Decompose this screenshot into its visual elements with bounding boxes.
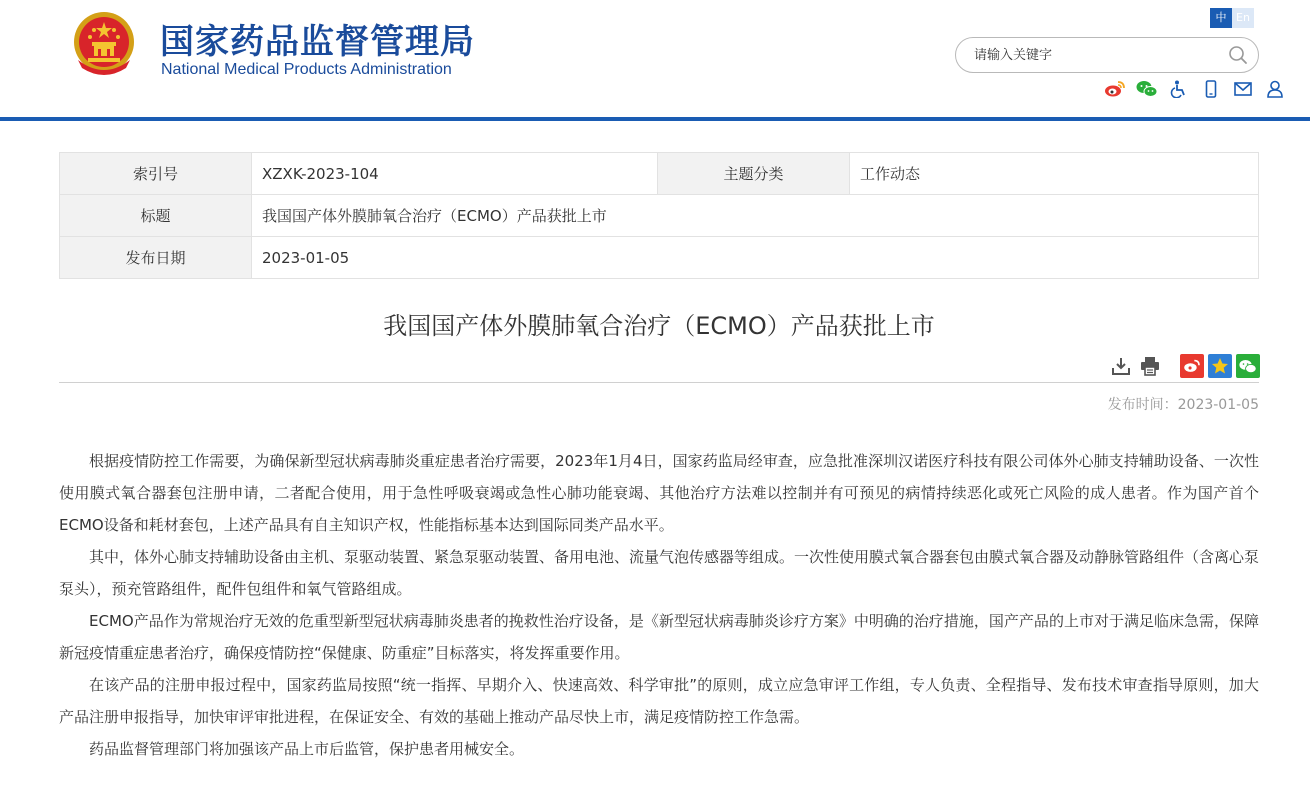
category-value: 工作动态 — [850, 153, 1259, 195]
share-weibo-icon[interactable] — [1180, 354, 1204, 378]
article-paragraph: 在该产品的注册申报过程中，国家药监局按照“统一指挥、早期介入、快速高效、科学审批”的原则，成立应急审评工作组，专人负责、全程指导、发布技术审查指导原则，加大产品注册申报指导，加快审评审批进程，在保证安全、有效的基础上推动产品尽快上市，满足疫情防控工作急需。 — [59, 676, 1259, 726]
article-body — [59, 445, 1259, 765]
language-switch — [1210, 8, 1254, 28]
title-divider — [59, 382, 1259, 383]
share-wechat-icon[interactable] — [1236, 354, 1260, 378]
search-input[interactable] — [974, 45, 1214, 65]
search-box — [955, 37, 1259, 73]
metadata-table — [59, 152, 1259, 279]
download-icon[interactable] — [1110, 355, 1132, 377]
article-title: 我国国产体外膜肺氧合治疗（ECMO）产品获批上市 — [383, 312, 935, 340]
print-icon[interactable] — [1139, 355, 1161, 377]
table-row — [60, 195, 1259, 237]
publish-time-label: 发布时间： — [1107, 397, 1178, 413]
article-paragraph: ECMO产品作为常规治疗无效的危重型新型冠状病毒肺炎患者的挽救性治疗设备，是《新型冠状病毒肺炎诊疗方案》中明确的治疗措施，国产产品的上市对于满足临床急需，保障新冠疫情重症患者治疗，确保疫情防控“保健康、防重症”目标落实，将发挥重要作用。 — [59, 612, 1259, 662]
wechat-icon[interactable] — [1135, 79, 1159, 99]
article-paragraph: 根据疫情防控工作需要，为确保新型冠状病毒肺炎重症患者治疗需要，2023年1月4日，国家药监局经审查，应急批准深圳汉诺医疗科技有限公司体外心肺支持辅助设备、一次性使用膜式氧合器套包注册申请，二者配合使用，用于急性呼吸衰竭或急性心肺功能衰竭、其他治疗方法难以控制并有可预见的病情持续恶化或死亡风险的成人患者。作为国产首个ECMO设备和耗材套包，上述产品具有自主知识产权，性能指标基本达到国际同类产品水平。 — [59, 452, 1259, 534]
lang-en-button[interactable]: En — [1232, 8, 1254, 28]
header-divider — [0, 117, 1310, 121]
title-label: 标题 — [60, 195, 252, 237]
user-icon[interactable] — [1263, 79, 1287, 99]
national-emblem-logo[interactable] — [68, 8, 140, 80]
share-favorite-icon[interactable] — [1208, 354, 1232, 378]
social-links — [1103, 79, 1295, 99]
weibo-icon[interactable] — [1103, 79, 1127, 99]
table-row — [60, 153, 1259, 195]
date-label: 发布日期 — [60, 237, 252, 279]
article-paragraph: 药品监督管理部门将加强该产品上市后监管，保护患者用械安全。 — [89, 740, 525, 758]
publish-time — [1108, 394, 1259, 414]
category-label: 主题分类 — [658, 153, 850, 195]
search-icon[interactable] — [1228, 45, 1248, 65]
site-name-en[interactable]: National Medical Products Administration — [161, 61, 452, 78]
index-label: 索引号 — [60, 153, 252, 195]
accessibility-icon[interactable] — [1167, 79, 1191, 99]
site-name-cn[interactable]: 国家药品监督管理局 — [160, 22, 475, 62]
date-value: 2023-01-05 — [252, 237, 1259, 279]
publish-time-value: 2023-01-05 — [1177, 397, 1259, 413]
article-paragraph: 其中，体外心肺支持辅助设备由主机、泵驱动装置、紧急泵驱动装置、备用电池、流量气泡传感器等组成。一次性使用膜式氧合器套包由膜式氧合器及动静脉管路组件（含离心泵泵头），预充管路组件，配件包组件和氧气管路组成。 — [59, 548, 1260, 598]
mobile-icon[interactable] — [1199, 79, 1223, 99]
title-value: 我国国产体外膜肺氧合治疗（ECMO）产品获批上市 — [252, 195, 1259, 237]
article-tools — [1110, 354, 1264, 378]
lang-zh-button[interactable]: 中 — [1210, 8, 1232, 28]
site-header — [0, 0, 1310, 118]
table-row — [60, 237, 1259, 279]
index-value: XZXK-2023-104 — [252, 153, 658, 195]
mail-icon[interactable] — [1231, 79, 1255, 99]
